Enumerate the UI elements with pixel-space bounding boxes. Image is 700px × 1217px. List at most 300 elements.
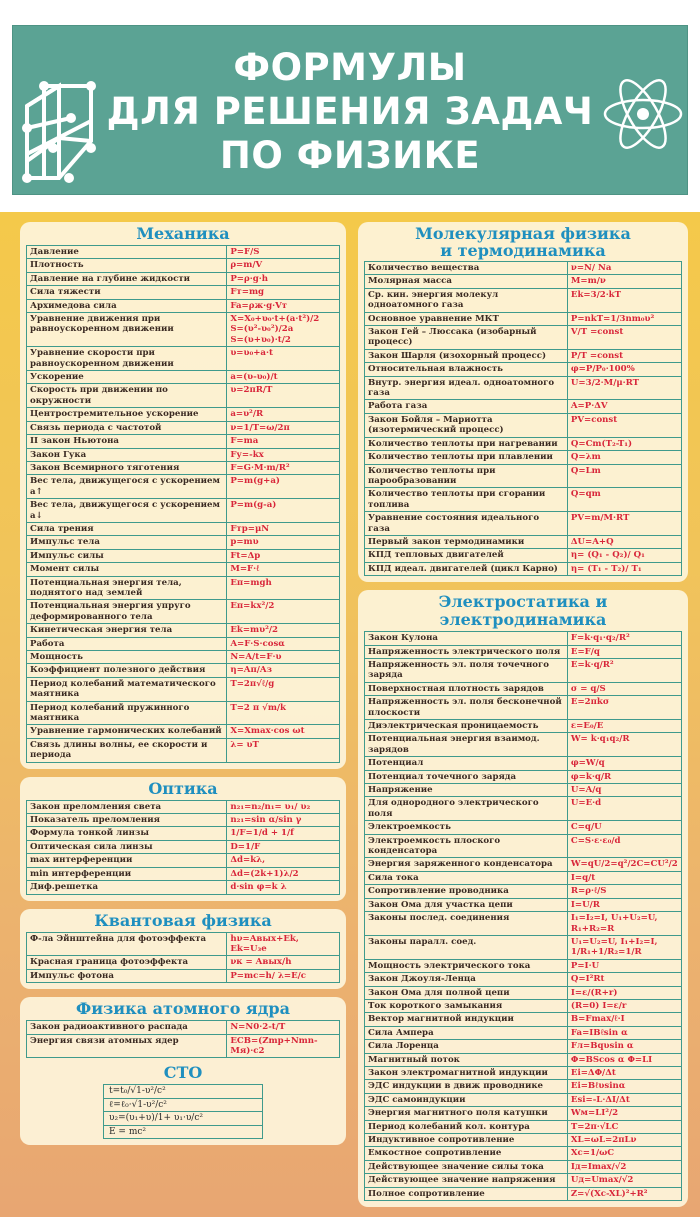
optics-formula-table xyxy=(26,800,340,895)
quantity-name: Вес тела, движущегося с ускорением a↓ xyxy=(27,499,227,523)
formula: I=ε/(R+r) xyxy=(567,986,681,999)
formula-row xyxy=(27,576,340,600)
formula: η= (Q₁ - Q₂)/ Q₁ xyxy=(567,549,681,562)
formula: XL=ωL=2πLν xyxy=(567,1134,681,1147)
quantity-name: Закон Кулона xyxy=(365,632,568,645)
quantity-name: Потенциальная энергия взаимод. зарядов xyxy=(365,733,568,757)
quantity-name: Энергия заряженного конденсатора xyxy=(365,858,568,871)
formula: Iд=Imax/√2 xyxy=(567,1160,681,1173)
quantity-name: Индуктивное сопротивление xyxy=(365,1134,568,1147)
quantity-name: Закон преломления света xyxy=(27,800,227,813)
quantity-name: Потенциал xyxy=(365,757,568,770)
formula-row xyxy=(27,854,340,867)
quantity-name: Сила Лоренца xyxy=(365,1040,568,1053)
quantum-panel xyxy=(20,909,346,990)
formula-row xyxy=(27,738,340,762)
quantity-name: Диэлектрическая проницаемость xyxy=(365,720,568,733)
quantum-formula-table xyxy=(26,932,340,984)
formula: E=2πkσ xyxy=(567,696,681,720)
formula-row xyxy=(365,632,682,645)
quantum-title: Квантовая физика xyxy=(94,910,272,930)
quantity-name: max интерференции xyxy=(27,854,227,867)
formula-row xyxy=(27,814,340,827)
formula: T=2π√ℓ/g xyxy=(227,677,340,701)
quantity-name: Импульс силы xyxy=(27,549,227,562)
formula-row xyxy=(365,376,682,400)
formula: D=1/F xyxy=(227,840,340,853)
quantity-name: Энергия магнитного поля катушки xyxy=(365,1107,568,1120)
formula-row xyxy=(365,658,682,682)
formula-row xyxy=(27,522,340,535)
formula-row xyxy=(27,286,340,299)
quantity-name: Напряженность эл. поля точечного заряда xyxy=(365,658,568,682)
formula-row xyxy=(365,1040,682,1053)
nuclear-formula-table xyxy=(26,1020,340,1058)
quantity-name: Напряженность эл. поля бесконечной плоскости xyxy=(365,696,568,720)
formula: n₂₁=n₂/n₁= υ₁/ υ₂ xyxy=(227,800,340,813)
quantity-name: Связь длины волны, ее скорости и периода xyxy=(27,738,227,762)
quantity-name: Мощность электрического тока xyxy=(365,959,568,972)
formula: M=F·ℓ xyxy=(227,563,340,576)
formula-row xyxy=(365,821,682,834)
quantity-name: Плотность xyxy=(27,259,227,272)
formula-row xyxy=(27,840,340,853)
quantity-name: Магнитный поток xyxy=(365,1053,568,1066)
quantity-name: Молярная масса xyxy=(365,275,568,288)
formula: (R=0) I=ε/r xyxy=(567,999,681,1012)
molecular-panel xyxy=(358,222,688,582)
formula-row xyxy=(27,867,340,880)
quantity-name: Ср. кин. энергия молекул одноатомного газа xyxy=(365,288,568,312)
mechanics-formula-table xyxy=(26,245,340,763)
quantity-name: Период колебаний пружинного маятника xyxy=(27,701,227,725)
formula: Eп=kx²/2 xyxy=(227,600,340,624)
formula-row xyxy=(365,275,682,288)
formula: E=k·q/R² xyxy=(567,658,681,682)
quantity-name: Сопротивление проводника xyxy=(365,885,568,898)
formula-row xyxy=(365,451,682,464)
molecular-title: Молекулярная физика и термодинамика xyxy=(415,224,631,260)
electro-formula-table xyxy=(364,631,682,1201)
quantity-name: Сила трения xyxy=(27,522,227,535)
quantity-name: Ускорение xyxy=(27,371,227,384)
formula-row xyxy=(27,651,340,664)
formula: 1/F=1/d + 1/f xyxy=(227,827,340,840)
formula-row xyxy=(365,1174,682,1187)
formula-row xyxy=(365,973,682,986)
formula: Fa=IBℓsin α xyxy=(567,1026,681,1039)
formula-row xyxy=(365,1187,682,1200)
formula: E = mc² xyxy=(104,1125,263,1138)
formula-row xyxy=(365,986,682,999)
formula-row xyxy=(365,733,682,757)
formula-row xyxy=(365,682,682,695)
poster-body xyxy=(0,212,700,1217)
formula: U=3/2·M/μ·RT xyxy=(567,376,681,400)
optics-panel xyxy=(20,777,346,901)
quantity-name: Законы послед. соединения xyxy=(365,912,568,936)
formula: σ = q/S xyxy=(567,682,681,695)
formula-row xyxy=(365,885,682,898)
formula-row xyxy=(27,827,340,840)
formula-row xyxy=(27,259,340,272)
quantity-name: Количество теплоты при парообразовании xyxy=(365,464,568,488)
formula: C=q/U xyxy=(567,821,681,834)
formula-row xyxy=(365,770,682,783)
quantity-name: Действующее значение силы тока xyxy=(365,1160,568,1173)
formula-row xyxy=(27,448,340,461)
formula-row xyxy=(27,272,340,285)
formula: P/T =const xyxy=(567,349,681,362)
formula-row xyxy=(27,499,340,523)
formula-row xyxy=(365,858,682,871)
formula: W= k·q₁q₂/R xyxy=(567,733,681,757)
quantity-name: Красная граница фотоэффекта xyxy=(27,956,227,969)
formula: Ei=Bℓυsinα xyxy=(567,1080,681,1093)
formula-row xyxy=(365,464,682,488)
quantity-name: Потенциальная энергия тела, поднятого над землей xyxy=(27,576,227,600)
electro-title: Электростатика и электродинамика xyxy=(438,592,608,630)
quantity-name: Давление xyxy=(27,246,227,259)
formula: Fтр=μN xyxy=(227,522,340,535)
quantity-name: Импульс тела xyxy=(27,536,227,549)
formula: Fл=Bqυsin α xyxy=(567,1040,681,1053)
formula: P=m(g+a) xyxy=(227,475,340,499)
formula: Z=√(Xc-XL)²+R² xyxy=(567,1187,681,1200)
formula: M=m/ν xyxy=(567,275,681,288)
formula-row xyxy=(365,413,682,437)
quantity-name: Закон Гей – Люссака (изобарный процесс) xyxy=(365,326,568,350)
formula-row xyxy=(27,347,340,371)
left-column xyxy=(20,222,346,1145)
formula-row xyxy=(27,475,340,499)
quantity-name: Законы паралл. соед. xyxy=(365,935,568,959)
formula: Fу=-kx xyxy=(227,448,340,461)
formula: Xc=1/ωC xyxy=(567,1147,681,1160)
quantity-name: min интерференции xyxy=(27,867,227,880)
formula: η= (T₁ - T₂)/ T₁ xyxy=(567,562,681,575)
quantity-name: Показатель преломления xyxy=(27,814,227,827)
formula-row xyxy=(27,664,340,677)
quantity-name: II закон Ньютона xyxy=(27,435,227,448)
quantity-name: Диф.решетка xyxy=(27,881,227,894)
quantity-name: Закон электромагнитной индукции xyxy=(365,1066,568,1079)
quantity-name: Полное сопротивление xyxy=(365,1187,568,1200)
formula-row xyxy=(365,696,682,720)
formula-row xyxy=(27,600,340,624)
formula: P=mc=h/ λ=E/c xyxy=(227,969,340,982)
formula-row xyxy=(365,1120,682,1133)
formula-row xyxy=(365,535,682,548)
page-title xyxy=(13,46,687,178)
quantity-name: Действующее значение напряжения xyxy=(365,1174,568,1187)
quantity-name: ЭДС самоиндукции xyxy=(365,1093,568,1106)
formula-row xyxy=(365,912,682,936)
formula-row xyxy=(365,999,682,1012)
formula-row xyxy=(27,536,340,549)
formula-row xyxy=(104,1125,263,1138)
right-column xyxy=(358,222,688,1207)
formula: Ek=3/2·kT xyxy=(567,288,681,312)
formula-row xyxy=(104,1112,263,1125)
formula-row xyxy=(365,720,682,733)
quantity-name: Закон Джоуля-Ленца xyxy=(365,973,568,986)
formula-row xyxy=(27,299,340,312)
formula-row xyxy=(365,935,682,959)
formula: PV=const xyxy=(567,413,681,437)
formula-row xyxy=(27,637,340,650)
quantity-name: Электроемкость плоского конденсатора xyxy=(365,834,568,858)
quantity-name: Относительная влажность xyxy=(365,363,568,376)
quantity-name: Закон Ома для участка цепи xyxy=(365,898,568,911)
formula-row xyxy=(365,1160,682,1173)
formula-row xyxy=(365,562,682,575)
formula-row xyxy=(365,400,682,413)
atom-icon xyxy=(603,74,683,154)
formula: a=υ²/R xyxy=(227,408,340,421)
formula-row xyxy=(27,881,340,894)
formula-row xyxy=(27,932,340,956)
formula: υ=υ₀+a·t xyxy=(227,347,340,371)
formula: X=X₀+υ₀·t+(a·t²)/2 S=(υ²-υ₀²)/2a S=(υ+υ₀)·t/2 xyxy=(227,313,340,347)
formula-row xyxy=(27,563,340,576)
quantity-name: Сила Ампера xyxy=(365,1026,568,1039)
title-banner xyxy=(12,25,688,195)
quantity-name: Давление на глубине жидкости xyxy=(27,272,227,285)
quantity-name: Импульс фотона xyxy=(27,969,227,982)
formula: p=mυ xyxy=(227,536,340,549)
quantity-name: КПД тепловых двигателей xyxy=(365,549,568,562)
quantity-name: Закон Гука xyxy=(27,448,227,461)
formula-row xyxy=(27,408,340,421)
formula: C=S·ε·ε₀/d xyxy=(567,834,681,858)
formula: Δd=(2k+1)λ/2 xyxy=(227,867,340,880)
quantity-name: Закон Ома для полной цепи xyxy=(365,986,568,999)
formula: P=F/S xyxy=(227,246,340,259)
quantity-name: Уравнение движения при равноускоренном движении xyxy=(27,313,227,347)
mechanics-title: Механика xyxy=(136,224,230,243)
formula: R=ρ·ℓ/S xyxy=(567,885,681,898)
formula-row xyxy=(365,349,682,362)
quantity-name: ЭДС индукции в движ проводнике xyxy=(365,1080,568,1093)
formula-row xyxy=(365,1147,682,1160)
formula: Ei=ΔΦ/Δt xyxy=(567,1066,681,1079)
formula: ν=N/ Na xyxy=(567,262,681,275)
formula: U₁=U₂=U, I₁+I₂=I, 1/R₁+1/R₂=1/R xyxy=(567,935,681,959)
formula: a=(υ-υ₀)/t xyxy=(227,371,340,384)
quantity-name: Закон радиоактивного распада xyxy=(27,1021,227,1034)
quantity-name: Ф-ла Эйнштейна для фотоэффекта xyxy=(27,932,227,956)
formula: PV=m/M·RT xyxy=(567,512,681,536)
formula-row xyxy=(27,701,340,725)
formula-row xyxy=(365,326,682,350)
formula: Ft=Δp xyxy=(227,549,340,562)
quantity-name: Сила тока xyxy=(365,871,568,884)
formula-row xyxy=(27,371,340,384)
formula: φ=P/P₀·100% xyxy=(567,363,681,376)
title-line: ПО ФИЗИКЕ xyxy=(219,134,481,177)
formula-row xyxy=(365,757,682,770)
quantity-name: Ток короткого замыкания xyxy=(365,999,568,1012)
quantity-name: Формула тонкой линзы xyxy=(27,827,227,840)
quantity-name: Мощность xyxy=(27,651,227,664)
quantity-name: Потенциальная энергия упруго деформированного тела xyxy=(27,600,227,624)
title-line: ФОРМУЛЫ xyxy=(233,46,467,89)
formula: W=qU/2=q²/2C=CU²/2 xyxy=(567,858,681,871)
formula-row xyxy=(27,435,340,448)
formula: d·sin φ=k λ xyxy=(227,881,340,894)
quantity-name: Количество теплоты при нагревании xyxy=(365,437,568,450)
formula-row xyxy=(365,1134,682,1147)
nuclear-panel xyxy=(20,997,346,1145)
quantity-name: Закон Шарля (изохорный процесс) xyxy=(365,349,568,362)
formula: Q=Cm(T₂-T₁) xyxy=(567,437,681,450)
formula: P=ρ·g·h xyxy=(227,272,340,285)
formula-row xyxy=(27,421,340,434)
formula-row xyxy=(27,384,340,408)
formula-row xyxy=(27,549,340,562)
formula-row xyxy=(365,1026,682,1039)
formula-row xyxy=(365,959,682,972)
formula: ε=E₀/E xyxy=(567,720,681,733)
formula-row xyxy=(27,1021,340,1034)
formula: ℓ=ℓ₀·√1-υ²/c² xyxy=(104,1098,263,1111)
formula-row xyxy=(365,645,682,658)
formula: F=k·q₁·q₂/R² xyxy=(567,632,681,645)
header-area xyxy=(0,0,700,212)
formula-row xyxy=(27,800,340,813)
quantity-name: Сила тяжести xyxy=(27,286,227,299)
formula: Φ=BScos α Φ=LI xyxy=(567,1053,681,1066)
quantity-name: Момент силы xyxy=(27,563,227,576)
quantity-name: Для однородного электрического поля xyxy=(365,797,568,821)
formula-row xyxy=(27,461,340,474)
quantity-name: Кинетическая энергия тела xyxy=(27,624,227,637)
formula-row xyxy=(365,834,682,858)
quantity-name: Закон Всемирного тяготения xyxy=(27,461,227,474)
formula-row xyxy=(27,246,340,259)
quantity-name: Закон Бойля – Мариотта (изотермический процесс) xyxy=(365,413,568,437)
formula-row xyxy=(365,549,682,562)
quantity-name: Электроемкость xyxy=(365,821,568,834)
formula: Eп=mgh xyxy=(227,576,340,600)
formula-row xyxy=(365,1066,682,1079)
formula: n₂₁=sin α/sin γ xyxy=(227,814,340,827)
formula: Wм=LI²/2 xyxy=(567,1107,681,1120)
formula: ν=1/T=ω/2π xyxy=(227,421,340,434)
formula: V/T =const xyxy=(567,326,681,350)
formula-row xyxy=(365,1053,682,1066)
formula: η=Aп/Aз xyxy=(227,664,340,677)
electro-panel xyxy=(358,590,688,1207)
formula: υ₂=(υ₁+υ)/1+ υ₁·υ/c² xyxy=(104,1112,263,1125)
formula: Δd=kλ, xyxy=(227,854,340,867)
quantity-name: Центростремительное ускорение xyxy=(27,408,227,421)
formula-row xyxy=(365,1013,682,1026)
formula: ρ=m/V xyxy=(227,259,340,272)
formula: Esi=-L·ΔI/Δt xyxy=(567,1093,681,1106)
formula: Q=I²Rt xyxy=(567,973,681,986)
formula: Fт=mg xyxy=(227,286,340,299)
formula: Uд=Umax/√2 xyxy=(567,1174,681,1187)
quantity-name: Основное уравнение МКТ xyxy=(365,312,568,325)
nuclear-title: Физика атомного ядра xyxy=(76,999,290,1019)
quantity-name: Уравнение скорости при равноускоренном движении xyxy=(27,347,227,371)
molecular-formula-table xyxy=(364,261,682,576)
formula: υ=2πR/T xyxy=(227,384,340,408)
formula: hν=Aвых+Ek, Ek=U₃e xyxy=(227,932,340,956)
quantity-name: Скорость при движении по окружности xyxy=(27,384,227,408)
formula-row xyxy=(27,725,340,738)
formula: N=A/t=F·υ xyxy=(227,651,340,664)
formula-row xyxy=(365,1080,682,1093)
formula-row xyxy=(365,312,682,325)
quantity-name: Количество теплоты при сгорании топлива xyxy=(365,488,568,512)
formula: T=2 π √m/k xyxy=(227,701,340,725)
quantity-name: Работа xyxy=(27,637,227,650)
formula: U=E·d xyxy=(567,797,681,821)
formula-row xyxy=(27,956,340,969)
quantity-name: Поверхностная плотность зарядов xyxy=(365,682,568,695)
formula: Fa=ρж·g·Vт xyxy=(227,299,340,312)
quantity-name: Вес тела, движущегося с ускорением a↑ xyxy=(27,475,227,499)
quantity-name: Связь периода с частотой xyxy=(27,421,227,434)
quantity-name: Первый закон термодинамики xyxy=(365,535,568,548)
formula: E=F/q xyxy=(567,645,681,658)
formula-row xyxy=(365,363,682,376)
quantity-name: Оптическая сила линзы xyxy=(27,840,227,853)
quantity-name: Коэффициент полезного действия xyxy=(27,664,227,677)
formula: A=P·ΔV xyxy=(567,400,681,413)
quantity-name: Архимедова сила xyxy=(27,299,227,312)
quantity-name: Количество вещества xyxy=(365,262,568,275)
mechanics-panel xyxy=(20,222,346,769)
formula-row xyxy=(27,1034,340,1058)
formula-row xyxy=(365,512,682,536)
formula-row xyxy=(365,898,682,911)
quantity-name: Емкостное сопротивление xyxy=(365,1147,568,1160)
formula-row xyxy=(365,1093,682,1106)
formula: φ=k·q/R xyxy=(567,770,681,783)
formula-row xyxy=(104,1098,263,1111)
formula: X=Xmax·cos ωt xyxy=(227,725,340,738)
formula: t=t₀/√1-υ²/c² xyxy=(104,1085,263,1098)
optics-title: Оптика xyxy=(148,778,218,798)
quantity-name: Потенциал точечного заряда xyxy=(365,770,568,783)
formula-row xyxy=(365,488,682,512)
formula-row xyxy=(27,969,340,982)
formula-row xyxy=(104,1085,263,1098)
formula-row xyxy=(365,288,682,312)
cto-formula-table xyxy=(103,1084,263,1139)
formula-row xyxy=(365,797,682,821)
formula-row xyxy=(365,1107,682,1120)
formula-row xyxy=(365,784,682,797)
formula-row xyxy=(27,313,340,347)
formula: P=nkT=1/3nm₀υ² xyxy=(567,312,681,325)
formula: F=G·M·m/R² xyxy=(227,461,340,474)
formula: T=2π·√LC xyxy=(567,1120,681,1133)
quantity-name: Период колебаний математического маятника xyxy=(27,677,227,701)
formula: ΔU=A+Q xyxy=(567,535,681,548)
quantity-name: Уравнение гармонических колебаний xyxy=(27,725,227,738)
formula-row xyxy=(365,437,682,450)
formula: A=F·S·cosα xyxy=(227,637,340,650)
formula: λ= υT xyxy=(227,738,340,762)
quantity-name: Энергия связи атомных ядер xyxy=(27,1034,227,1058)
formula: φ=W/q xyxy=(567,757,681,770)
formula: Ek=mυ²/2 xyxy=(227,624,340,637)
